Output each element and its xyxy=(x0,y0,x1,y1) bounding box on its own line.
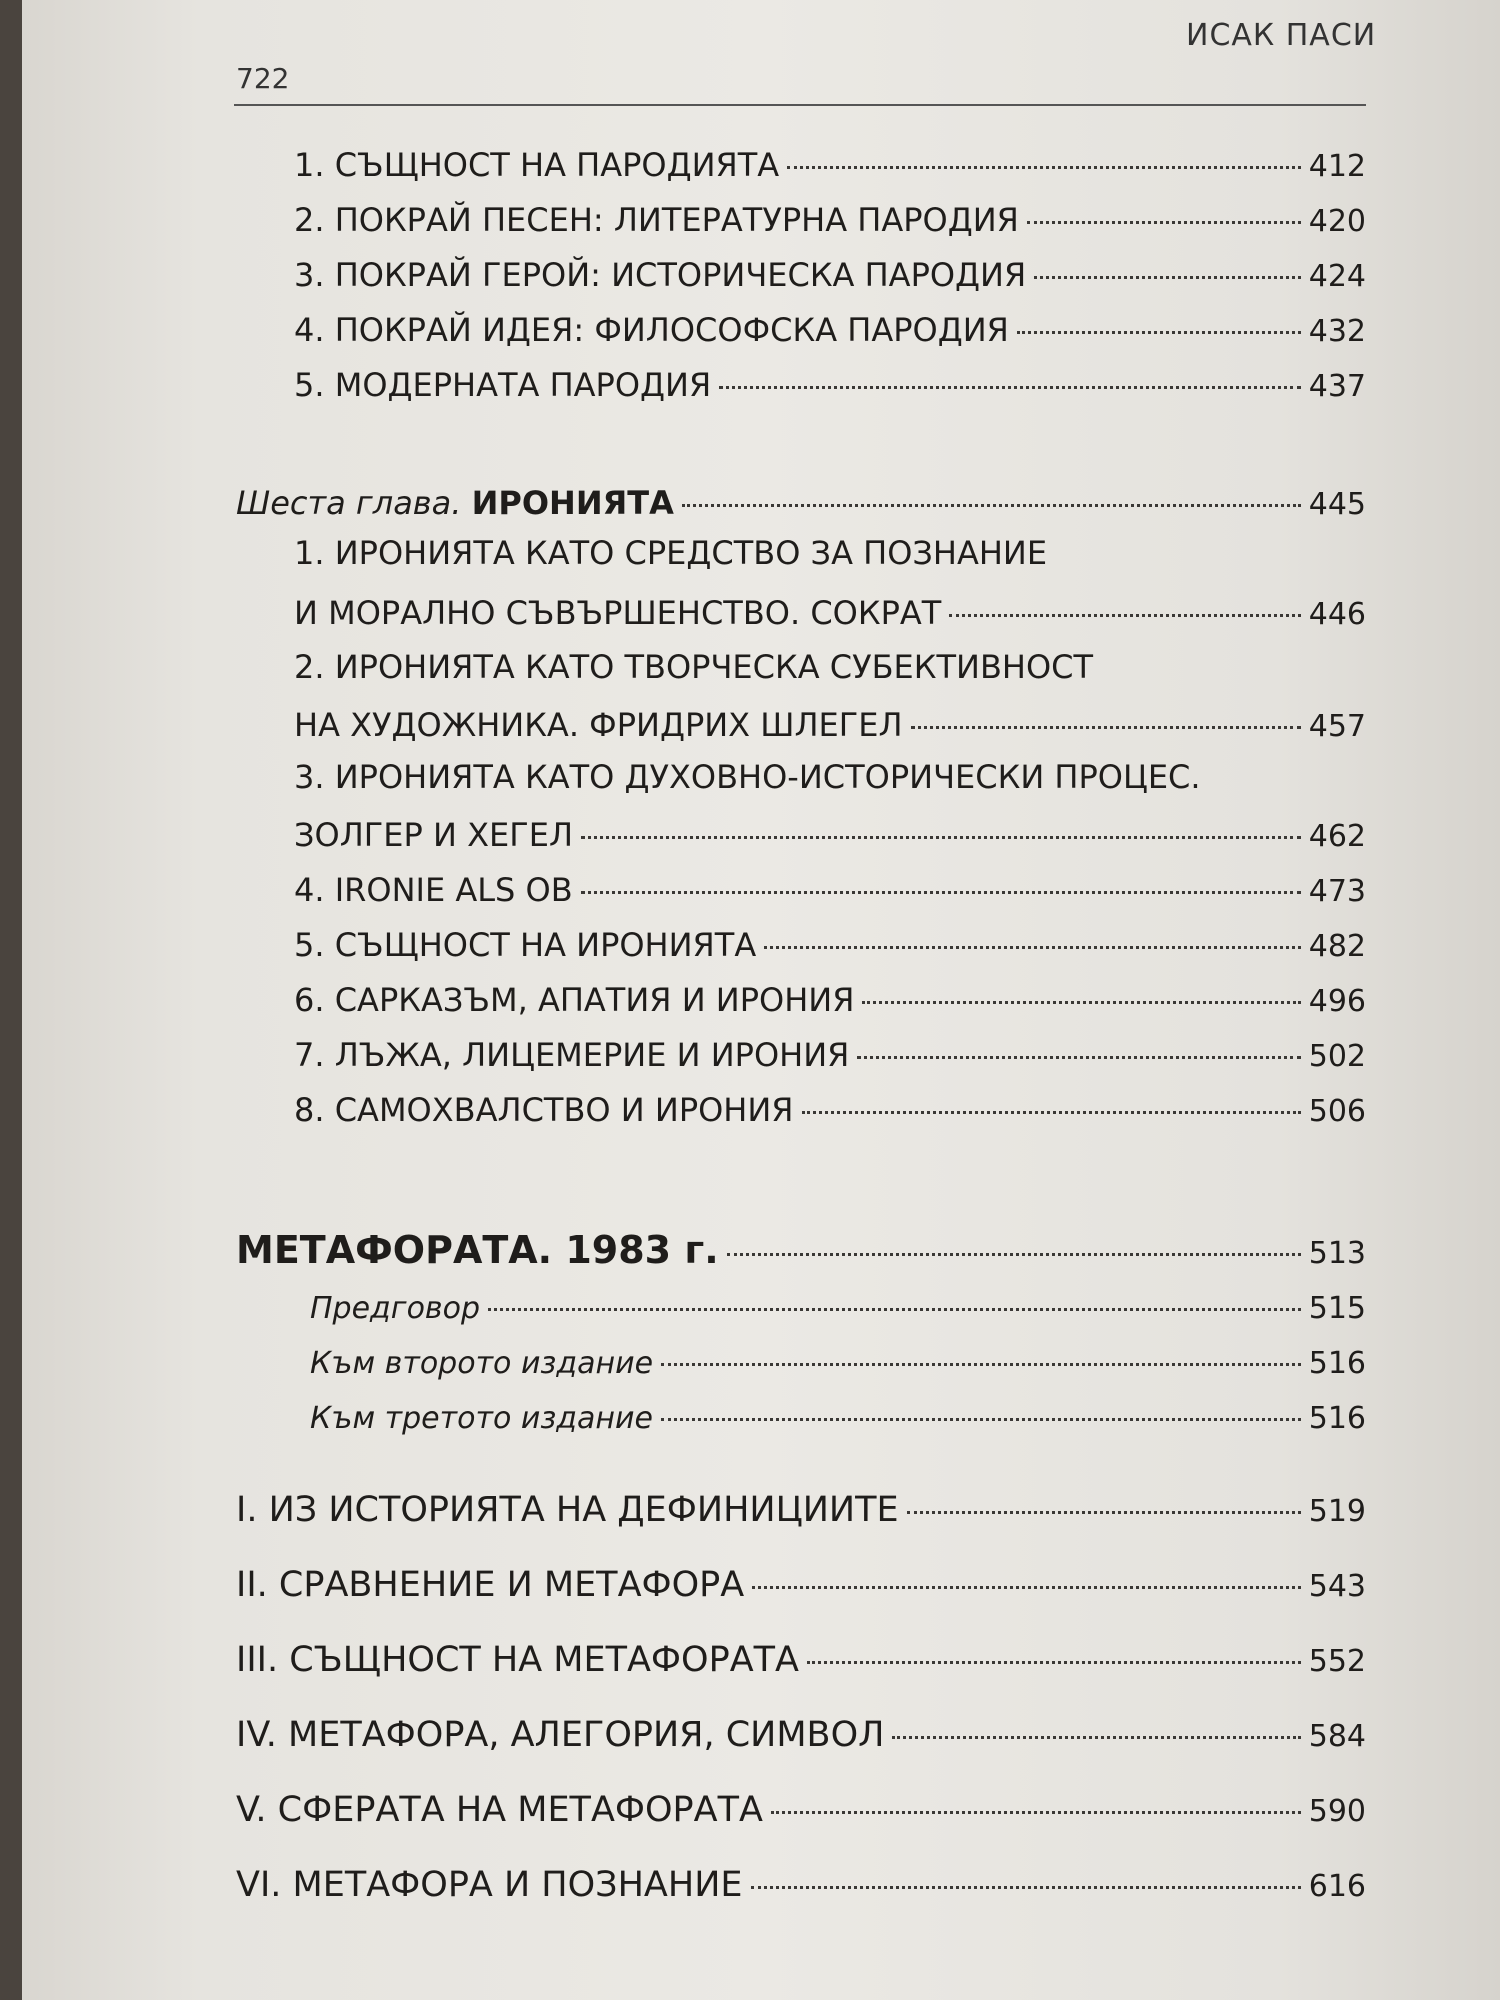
dot-leader xyxy=(682,504,1301,507)
toc-entry-preface[interactable] xyxy=(310,1346,1366,1381)
toc-entry-title: 7. ЛЪЖА, ЛИЦЕМЕРИЕ И ИРОНИЯ xyxy=(294,1036,850,1074)
dot-leader xyxy=(488,1308,1301,1311)
toc-entry[interactable] xyxy=(294,981,1366,1019)
toc-entry[interactable] xyxy=(294,201,1366,239)
toc-entry-line: 1. ИРОНИЯТА КАТО СРЕДСТВО ЗА ПОЗНАНИЕ xyxy=(294,534,1048,572)
toc-entry-page: 473 xyxy=(1308,874,1366,909)
toc-entry-page: 457 xyxy=(1308,709,1366,744)
toc-entry-page: 543 xyxy=(1308,1569,1366,1604)
toc-entry[interactable] xyxy=(294,366,1366,404)
toc-entry-title: II. СРАВНЕНИЕ И МЕТАФОРА xyxy=(236,1565,745,1605)
toc-entry-page: 496 xyxy=(1308,984,1366,1019)
toc-entry-title: 3. ПОКРАЙ ГЕРОЙ: ИСТОРИЧЕСКА ПАРОДИЯ xyxy=(294,256,1027,294)
toc-entry-title: 5. МОДЕРНАТА ПАРОДИЯ xyxy=(294,366,712,404)
toc-entry-page: 412 xyxy=(1308,149,1366,184)
dot-leader xyxy=(907,1511,1301,1514)
toc-entry[interactable] xyxy=(294,871,1366,909)
dot-leader xyxy=(581,836,1301,839)
dot-leader xyxy=(862,1001,1300,1004)
dot-leader xyxy=(1034,276,1301,279)
toc-entry-page: 482 xyxy=(1308,929,1366,964)
toc-book-metaphor[interactable] xyxy=(236,1228,1366,1272)
toc-entry-title: 4. IRONIE ALS OB xyxy=(294,871,573,909)
toc-part[interactable] xyxy=(236,1490,1366,1530)
toc-entry-page: 584 xyxy=(1308,1719,1366,1754)
toc-part[interactable] xyxy=(236,1640,1366,1680)
toc-entry-title: 2. ПОКРАЙ ПЕСЕН: ЛИТЕРАТУРНА ПАРОДИЯ xyxy=(294,201,1019,239)
dot-leader xyxy=(787,166,1301,169)
toc-entry[interactable] xyxy=(294,706,1366,744)
toc-part[interactable] xyxy=(236,1865,1366,1905)
toc-entry-page: 420 xyxy=(1308,204,1366,239)
dot-leader xyxy=(771,1811,1301,1814)
dot-leader xyxy=(802,1111,1301,1114)
toc-entry-preface[interactable] xyxy=(310,1401,1366,1436)
toc-entry-page: 616 xyxy=(1308,1869,1366,1904)
toc-entry-title: Предговор xyxy=(310,1291,480,1326)
chapter-title: ИРОНИЯТА xyxy=(471,484,674,522)
toc-part[interactable] xyxy=(236,1565,1366,1605)
dot-leader xyxy=(764,946,1301,949)
toc-entry-title: I. ИЗ ИСТОРИЯТА НА ДЕФИНИЦИИТЕ xyxy=(236,1490,899,1530)
toc-entry-page: 506 xyxy=(1308,1094,1366,1129)
dot-leader xyxy=(892,1736,1300,1739)
toc-entry[interactable] xyxy=(294,146,1366,184)
dot-leader xyxy=(1027,221,1301,224)
dot-leader xyxy=(581,891,1301,894)
dot-leader xyxy=(752,1586,1300,1589)
dot-leader xyxy=(661,1418,1301,1421)
toc-entry-page: 502 xyxy=(1308,1039,1366,1074)
toc-entry-page: 437 xyxy=(1308,369,1366,404)
toc-entry-title: III. СЪЩНОСТ НА МЕТАФОРАТА xyxy=(236,1640,799,1680)
toc-part[interactable] xyxy=(236,1790,1366,1830)
toc-entry-page: 462 xyxy=(1308,819,1366,854)
toc-entry[interactable] xyxy=(294,311,1366,349)
toc-entry-title: НА ХУДОЖНИКА. ФРИДРИХ ШЛЕГЕЛ xyxy=(294,706,903,744)
toc-entry-page: 552 xyxy=(1308,1644,1366,1679)
toc-entry-title: IV. МЕТАФОРА, АЛЕГОРИЯ, СИМВОЛ xyxy=(236,1715,885,1755)
toc-entry-page: 424 xyxy=(1308,259,1366,294)
toc-entry-page: 513 xyxy=(1308,1236,1366,1271)
toc-entry-page: 515 xyxy=(1308,1291,1366,1326)
toc-entry-page: 516 xyxy=(1308,1401,1366,1436)
toc-entry-title: Към третото издание xyxy=(310,1401,653,1436)
toc-entry-line: 2. ИРОНИЯТА КАТО ТВОРЧЕСКА СУБЕКТИВНОСТ xyxy=(294,648,1094,686)
toc-entry-page: 519 xyxy=(1308,1494,1366,1529)
toc-chapter-six[interactable] xyxy=(236,484,1366,522)
toc-entry-title: 8. САМОХВАЛСТВО И ИРОНИЯ xyxy=(294,1091,794,1129)
toc-entry-title: 5. СЪЩНОСТ НА ИРОНИЯТА xyxy=(294,926,757,964)
toc-entry-title: 1. СЪЩНОСТ НА ПАРОДИЯТА xyxy=(294,146,780,184)
book-page xyxy=(22,0,1500,2000)
toc-entry-page: 590 xyxy=(1308,1794,1366,1829)
toc-entry-page: 432 xyxy=(1308,314,1366,349)
toc-entry-line: 3. ИРОНИЯТА КАТО ДУХОВНО-ИСТОРИЧЕСКИ ПРОЦЕС. xyxy=(294,758,1201,796)
toc-entry-title: 6. САРКАЗЪМ, АПАТИЯ И ИРОНИЯ xyxy=(294,981,855,1019)
page-number: 722 xyxy=(236,62,290,95)
dot-leader xyxy=(719,386,1301,389)
toc-entry-preface[interactable] xyxy=(310,1291,1366,1326)
toc-entry-page: 516 xyxy=(1308,1346,1366,1381)
toc-entry-title: И МОРАЛНО СЪВЪРШЕНСТВО. СОКРАТ xyxy=(294,594,942,632)
book-title: МЕТАФОРАТА. 1983 г. xyxy=(236,1228,719,1272)
dot-leader xyxy=(661,1363,1301,1366)
toc-entry-title: VI. МЕТАФОРА И ПОЗНАНИЕ xyxy=(236,1865,743,1905)
toc-part[interactable] xyxy=(236,1715,1366,1755)
toc-entry[interactable] xyxy=(294,926,1366,964)
toc-entry-title: ЗОЛГЕР И ХЕГЕЛ xyxy=(294,816,574,854)
toc-entry[interactable] xyxy=(294,1036,1366,1074)
chapter-label: Шеста глава. xyxy=(236,484,462,522)
toc-entry[interactable] xyxy=(294,594,1366,632)
toc-entry-title: 4. ПОКРАЙ ИДЕЯ: ФИЛОСОФСКА ПАРОДИЯ xyxy=(294,311,1009,349)
toc-entry-title: Към второто издание xyxy=(310,1346,654,1381)
dot-leader xyxy=(1017,331,1301,334)
toc-entry[interactable] xyxy=(294,1091,1366,1129)
toc-entry[interactable] xyxy=(294,816,1366,854)
toc-entry-title: V. СФЕРАТА НА МЕТАФОРАТА xyxy=(236,1790,763,1830)
dot-leader xyxy=(949,614,1300,617)
dot-leader xyxy=(727,1253,1301,1256)
toc-entry-page: 446 xyxy=(1308,597,1366,632)
toc-entry[interactable] xyxy=(294,256,1366,294)
dot-leader xyxy=(751,1886,1301,1889)
dot-leader xyxy=(911,726,1301,729)
dot-leader xyxy=(857,1056,1300,1059)
running-title: ИСАК ПАСИ xyxy=(1186,18,1377,53)
dot-leader xyxy=(807,1661,1301,1664)
toc-entry-page: 445 xyxy=(1308,487,1366,522)
table-of-contents xyxy=(22,0,1500,2000)
